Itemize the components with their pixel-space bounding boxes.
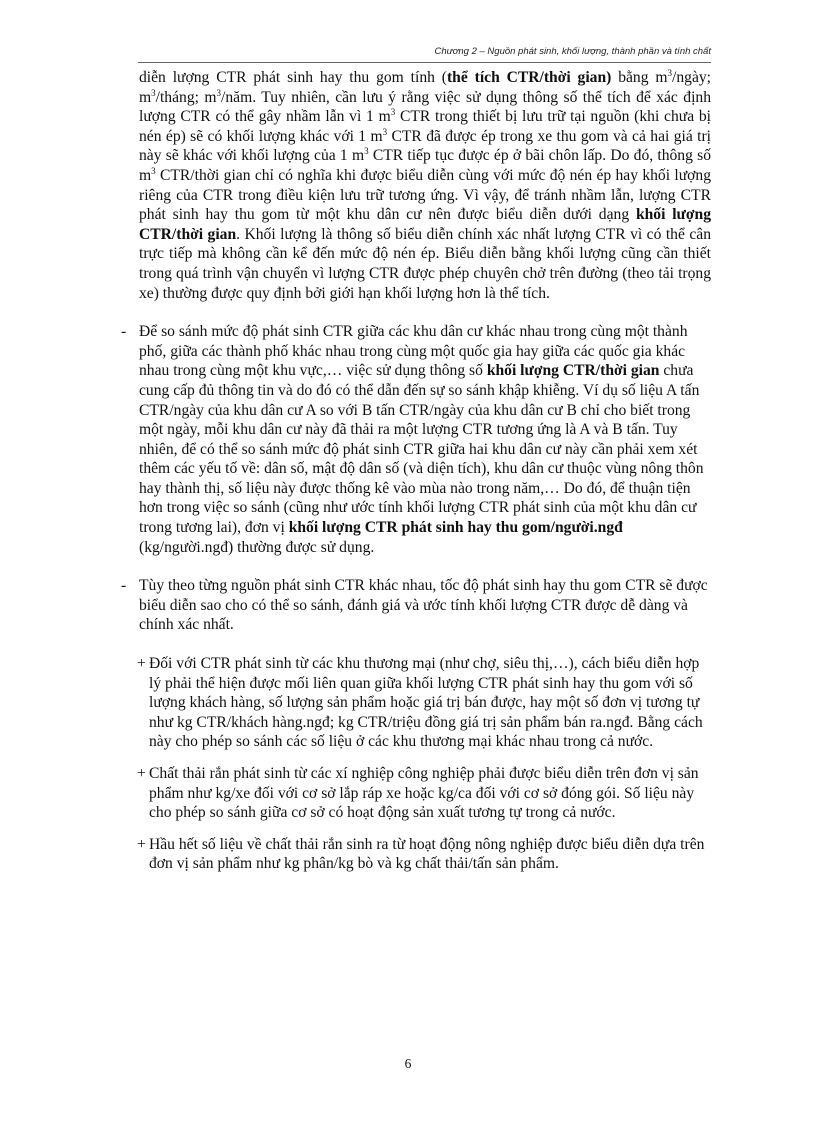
superscript: 3 [667,68,673,78]
superscript: 3 [390,107,396,118]
superscript: 3 [151,165,156,176]
text-run: /năm. Tuy nhiên, cần lưu ý rằng việc sử dụng thông số thể tích để xác định lượng CTR có thể gây nhầm lẫn vì 1 m [139,88,712,126]
superscript: 3 [364,146,369,157]
text-run: Đối với CTR phát sinh từ các khu thương mại (như chợ, siêu thị,…), cách biểu diễn hợp lý phải thể hiện được mối liên quan giữa khối lượng CTR phát sinh hay thu gom với số lượng khách hàng, số lượng sản phẩm hoặc giá trị bán được, hay một số đơn vị tương tự như kg CTR/khách hàng.ngđ; kg CTR/triệu đồng giá trị sản phẩm bán ra.ngđ. Bằng cách này cho phép so sánh các số liệu ở các khu thương mại khác nhau trong cả nước. [149,655,703,751]
text-run: (kg/người.ngđ) thường được sử dụng. [139,538,375,556]
superscript: 3 [382,126,388,137]
text-run: CTR đã được ép trong xe thu gom và cả hai giá trị này sẽ khác với khối lượng của 1 m [139,127,711,165]
bold-term-per-capita: khối lượng CTR phát sinh hay thu gom/người.ngđ [288,519,623,537]
page-body [121,68,712,874]
paragraph-volume-vs-mass [139,68,711,303]
text-run: bằng m [611,69,668,86]
bullet-source-rates [121,576,711,635]
subitem-commercial [139,654,711,752]
text-run: /ngày; m [139,69,712,106]
bold-term-volume: thể tích CTR/thời gian) [446,69,612,86]
bullet-plus: + [137,835,146,853]
subitem-agricultural [139,835,711,874]
bold-term-mass-time: khối lượng CTR/thời gian [486,362,660,380]
text-run: chưa cung cấp đủ thông tin và do đó có thể dẫn đến sự so sánh khập khiễng. Ví dụ số liệu A tấn CTR/ngày của khu dân cư A so với B tấn CTR/ngày của khu dân cư B chỉ cho biết trong một ngày, mỗi khu dân cư này đã thải ra một lượng CTR tương ứng là A và B tấn. Tuy nhiên, để có thể so sánh mức độ phát sinh CTR giữa hai khu dân cư này cần phải xem xét thêm các yếu tố về: dân số, mật độ dân số (và diện tích), khu dân cư thuộc vùng nông thôn hay thành thị, số liệu này được thống kê vào mùa nào trong năm,… Do đó, để thuận tiện hơn trong việc so sánh (cũng như ước tính khối lượng CTR phát sinh của một khu dân cư trong tương lai), đơn vị [139,362,704,537]
page-number: 6 [404,1056,412,1071]
bullet-dash: - [121,323,127,341]
text-run: /tháng; m [155,88,217,106]
text-run: . Khối lượng là thông số biểu diễn chính xác nhất lượng CTR vì có thể cân trực tiếp mà không cần kể đến mức độ nén ép. Biểu diễn bằng khối lượng cũng cần thiết trong quá trình vận chuyển vì lượng CTR được phép chuyên chở trên đường (theo tải trọng xe) thường được quy định bởi giới hạn khối lượng hơn là thể tích. [139,225,711,302]
bullet-plus: + [137,765,146,782]
text-run: CTR trong thiết bị lưu trữ tại nguồn (khi chưa bị nén ép) sẽ có khối lượng khác với 1 m [139,108,711,145]
running-header: Chương 2 – Nguồn phát sinh, khối lượng, thành phần và tính chất [434,46,711,57]
bullet-plus: + [137,655,146,673]
subitem-industrial [139,764,711,823]
text-run: Hầu hết số liệu về chất thải rắn sinh ra từ hoạt động nông nghiệp được biểu diễn dựa trên đơn vị sản phẩm như kg phân/kg bò và kg chất thải/tấn sản phẩm. [149,835,705,873]
bullet-dash: - [121,577,127,595]
header-rule [138,62,711,63]
superscript: 3 [151,87,156,98]
bold-term-mass: khối lượng CTR/thời gian [139,206,712,243]
text-run: Chất thải rắn phát sinh từ các xí nghiệp công nghiệp phải được biểu diễn trên đơn vị sản phẩm như kg/xe đối với cơ sở lắp ráp xe hoặc kg/ca đối với cơ sở đóng gói. Số liệu này cho phép so sánh giữa cơ sở có hoạt động sản xuất tương tự trong cả nước. [149,765,699,822]
bullet-comparison [121,322,711,557]
text-run: Để so sánh mức độ phát sinh CTR giữa các khu dân cư khác nhau trong cùng một thành phố, giữa các thành phố khác nhau trong cùng một quốc gia hay giữa các quốc gia khác nhau trong cùng một khu vực,… việc sử dụng thông số [139,323,688,380]
superscript: 3 [216,87,222,98]
text-run: CTR/thời gian chỉ có nghĩa khi được biểu diễn cùng với mức độ nén ép hay khối lượng riêng của CTR trong điều kiện lưu trữ tương ứng. Vì vậy, để tránh nhầm lẫn, lượng CTR phát sinh hay thu gom từ một khu dân cư nên được biểu diễn dưới dạng [139,166,711,224]
text-run: Tùy theo từng nguồn phát sinh CTR khác nhau, tốc độ phát sinh hay thu gom CTR sẽ được biểu diễn sao cho có thể so sánh, đánh giá và ước tính khối lượng CTR được dễ dàng và chính xác nhất. [139,577,708,634]
text-run: CTR tiếp tục được ép ở bãi chôn lấp. Do đó, thông số m [139,147,711,184]
text-run: diễn lượng CTR phát sinh hay thu gom tính ( [139,69,447,86]
